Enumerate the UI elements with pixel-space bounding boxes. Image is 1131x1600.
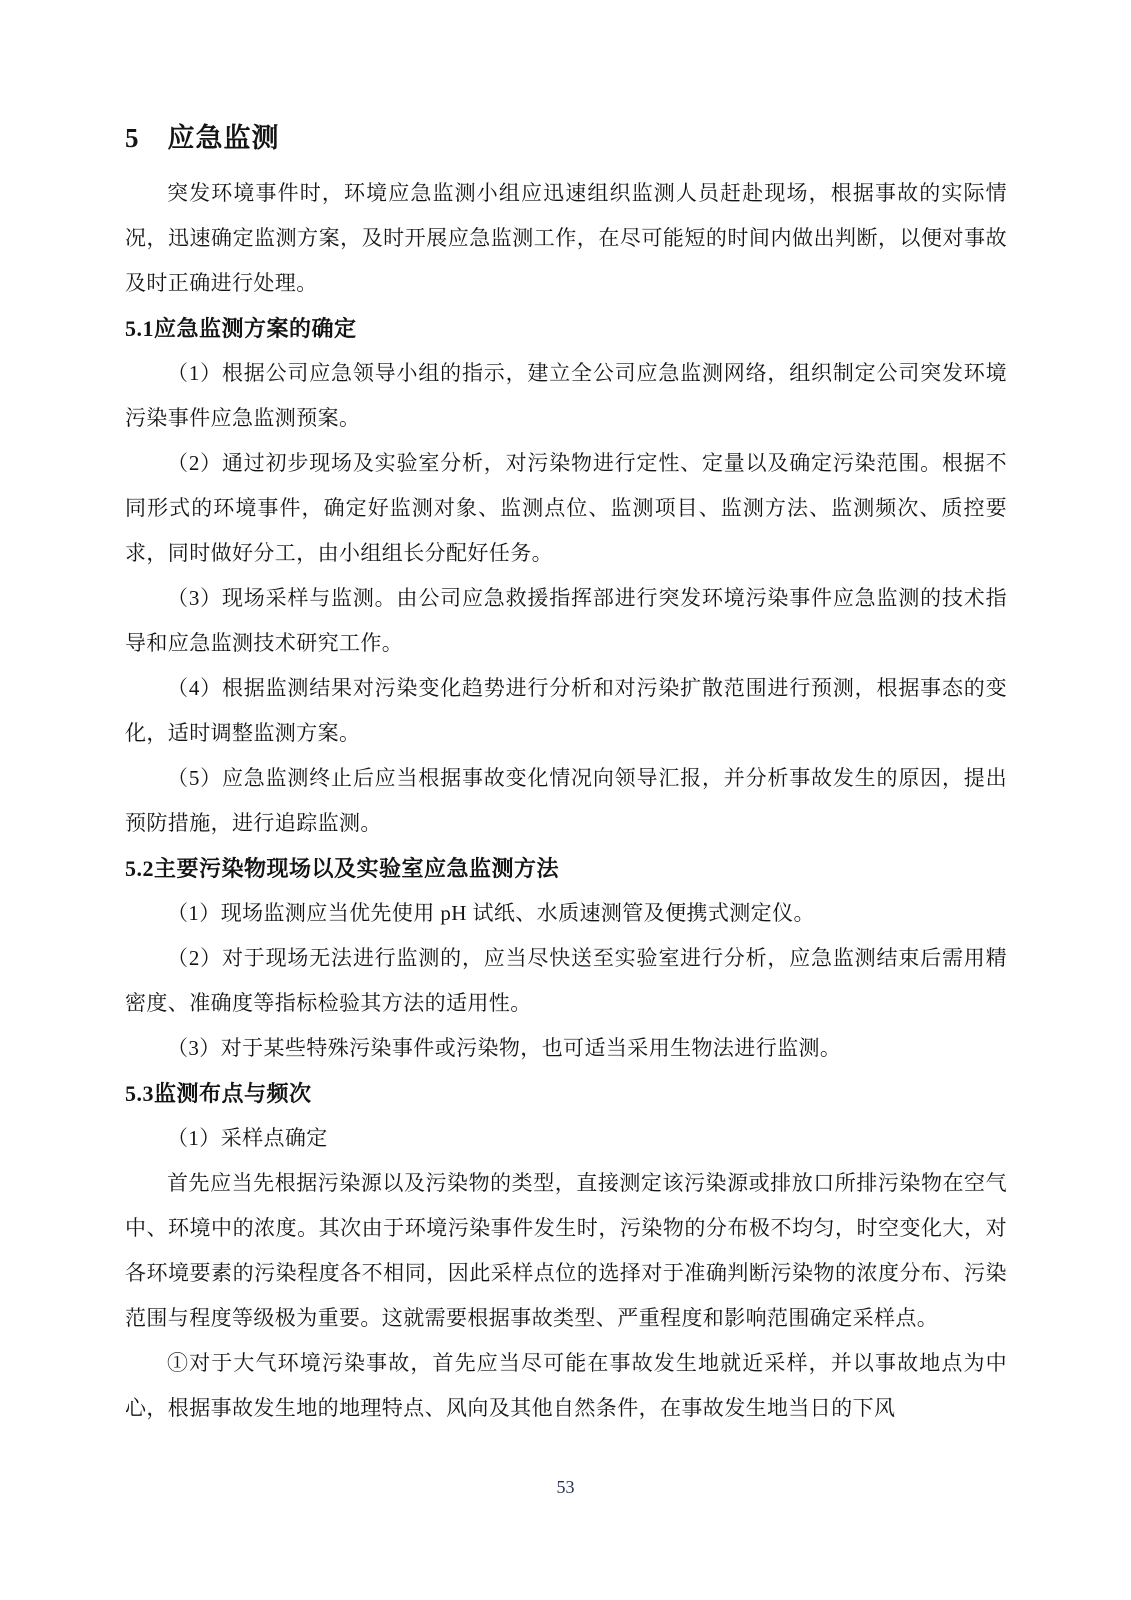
- page-number: 53: [556, 1477, 575, 1497]
- paragraph-5-1-item-5: （5）应急监测终止后应当根据事故变化情况向领导汇报，并分析事故发生的原因，提出预防措施，进行追踪监测。: [125, 766, 1007, 835]
- paragraph-5-3-body-1: 首先应当先根据污染源以及污染物的类型，直接测定该污染源或排放口所排污染物在空气中、环境中的浓度。其次由于环境污染事件发生时，污染物的分布极不均匀，时空变化大，对各环境要素的污染程度各不相同，因此采样点位的选择对于准确判断污染物的浓度分布、污染范围与程度等级极为重要。这就需要根据事故类型、严重程度和影响范围确定采样点。: [125, 1171, 1007, 1330]
- paragraph-5-1-item-3: （3）现场采样与监测。由公司应急救援指挥部进行突发环境污染事件应急监测的技术指导和应急监测技术研究工作。: [125, 586, 1007, 655]
- paragraph-5-2-item-1: （1）现场监测应当优先使用 pH 试纸、水质速测管及便携式测定仪。: [167, 901, 815, 925]
- section-heading-5-1: 5.1应急监测方案的确定: [125, 316, 357, 341]
- intro-paragraph: 突发环境事件时，环境应急监测小组应迅速组织监测人员赶赴现场，根据事故的实际情况，迅速确定监测方案，及时开展应急监测工作，在尽可能短的时间内做出判断，以便对事故及时正确进行处理。: [125, 181, 1007, 295]
- paragraph-5-1-item-4: （4）根据监测结果对污染变化趋势进行分析和对污染扩散范围进行预测，根据事态的变化，适时调整监测方案。: [125, 676, 1007, 745]
- paragraph-5-2-item-3: （3）对于某些特殊污染事件或污染物，也可适当采用生物法进行监测。: [167, 1036, 842, 1060]
- paragraph-5-1-item-1: （1）根据公司应急领导小组的指示，建立全公司应急监测网络，组织制定公司突发环境污染事件应急监测预案。: [125, 361, 1007, 430]
- section-heading-5-3: 5.3监测布点与频次: [125, 1081, 312, 1106]
- paragraph-5-2-item-2: （2）对于现场无法进行监测的，应当尽快送至实验室进行分析，应急监测结束后需用精密度、准确度等指标检验其方法的适用性。: [125, 946, 1007, 1015]
- paragraph-5-3-body-2: ①对于大气环境污染事故，首先应当尽可能在事故发生地就近采样，并以事故地点为中心，根据事故发生地的地理特点、风向及其他自然条件，在事故发生地当日的下风: [125, 1351, 1007, 1420]
- paragraph-5-1-item-2: （2）通过初步现场及实验室分析，对污染物进行定性、定量以及确定污染范围。根据不同形式的环境事件，确定好监测对象、监测点位、监测项目、监测方法、监测频次、质控要求，同时做好分工，由小组组长分配好任务。: [125, 451, 1007, 565]
- section-heading-5-2: 5.2主要污染物现场以及实验室应急监测方法: [125, 856, 560, 881]
- chapter-heading: 5 应急监测: [125, 123, 280, 153]
- paragraph-5-3-item-1: （1）采样点确定: [167, 1126, 328, 1150]
